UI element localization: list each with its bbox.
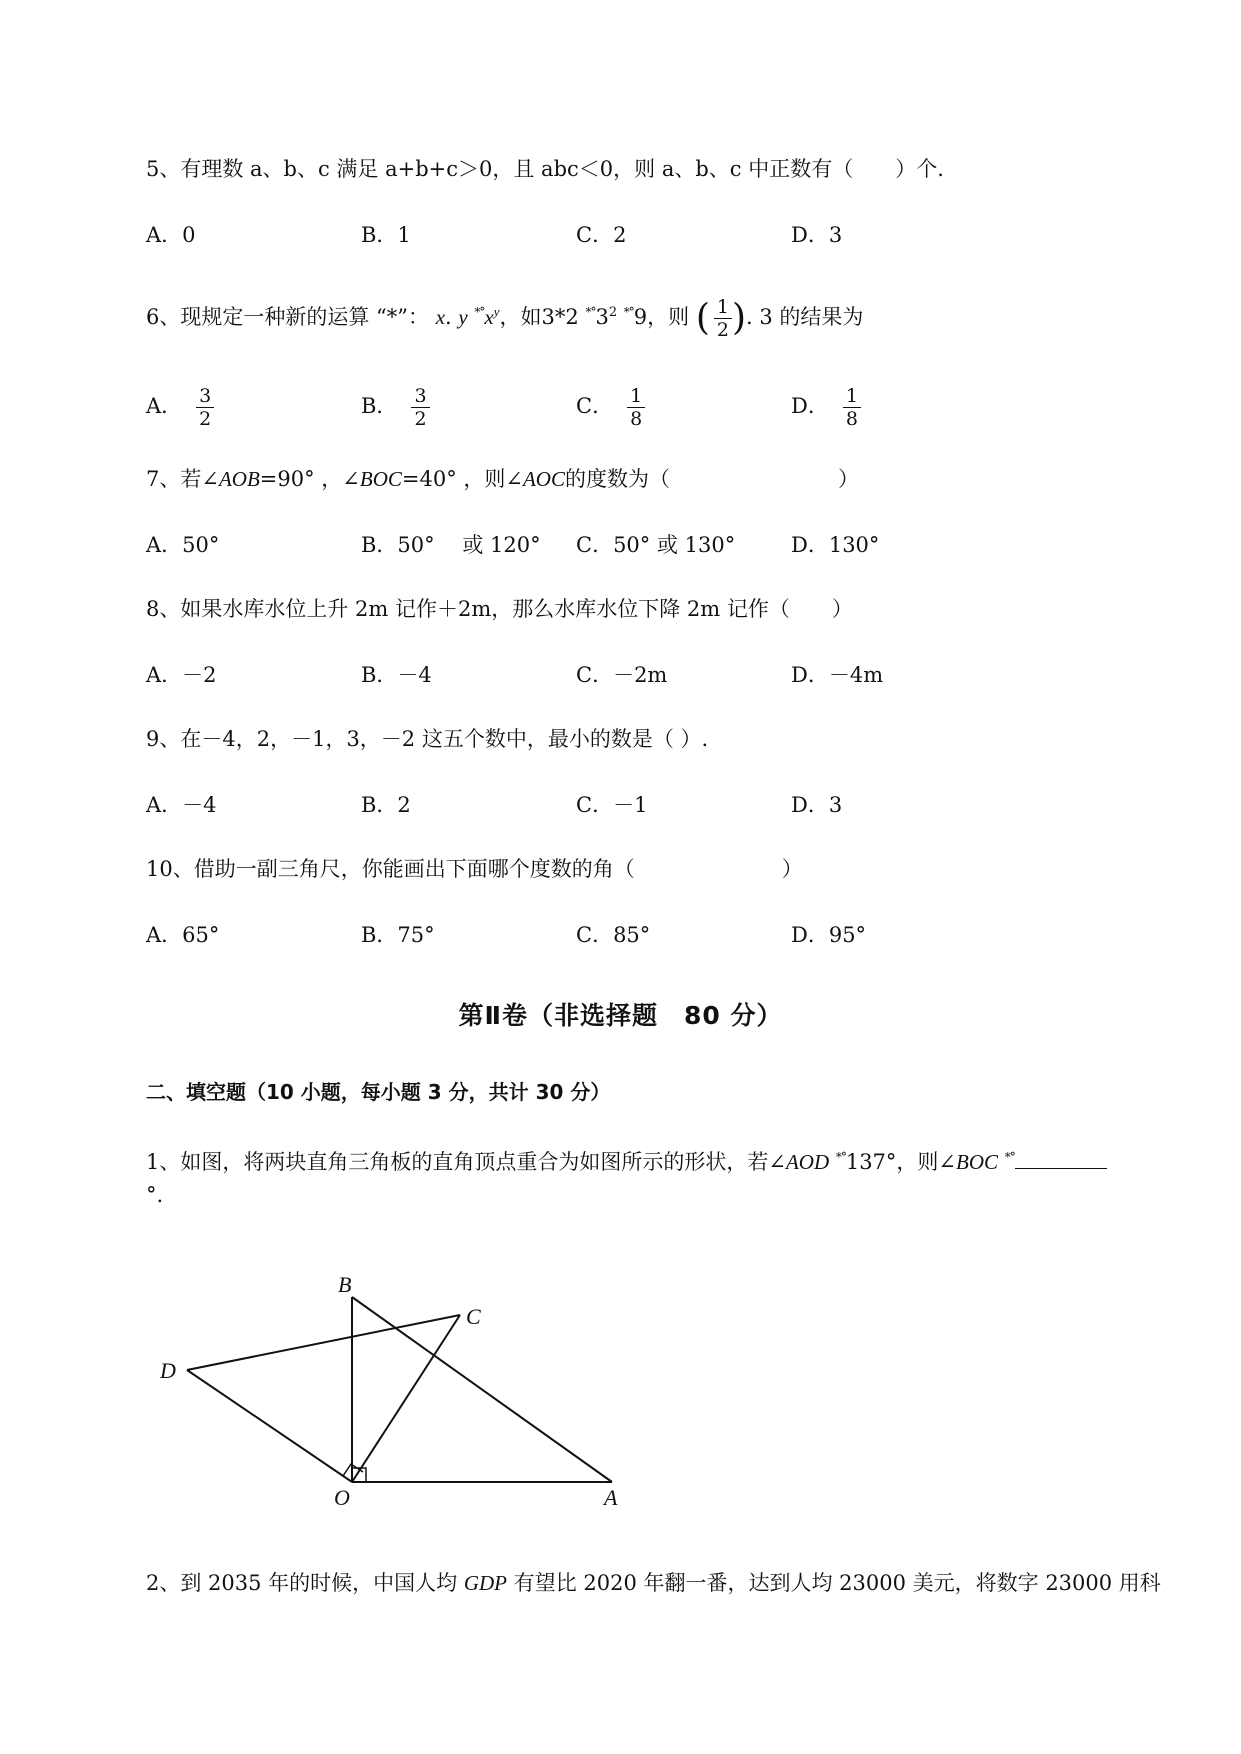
q9-option-d[interactable]: D．3: [791, 793, 843, 817]
q8-option-a[interactable]: A．－2: [146, 663, 217, 687]
fill1-stem: 1、如图，将两块直角三角板的直角顶点重合为如图所示的形状，若∠AOD *°137°，则∠BOC *°: [146, 1142, 1107, 1177]
q10-option-a[interactable]: A．65°: [146, 923, 220, 947]
q8-option-b[interactable]: B．－4: [361, 663, 432, 687]
answer-blank[interactable]: [1015, 1148, 1107, 1169]
fill2-stem: 2、到 2035 年的时候，中国人均 GDP 有望比 2020 年翻一番，达到人均 23000 美元，将数字 23000 用科: [146, 1571, 1161, 1595]
segment-do: [187, 1370, 352, 1482]
label-d: D: [160, 1358, 176, 1383]
q6-option-a[interactable]: A． $\frac{3}{2}$: [146, 385, 214, 430]
q5-stem: 5、有理数 a、b、c 满足 a+b+c＞0，且 abc＜0，则 a、b、c 中正数有（ ）个.: [146, 157, 944, 181]
q8-stem: 8、如果水库水位上升 2m 记作＋2m，那么水库水位下降 2m 记作（ ）: [146, 597, 853, 621]
q10-option-c[interactable]: C．85°: [576, 923, 651, 947]
q5-option-b[interactable]: B．1: [361, 223, 411, 247]
label-o: O: [334, 1485, 350, 1510]
segment-oc: [352, 1315, 460, 1482]
label-c: C: [466, 1304, 481, 1329]
q9-stem: 9、在－4，2，－1，3，－2 这五个数中，最小的数是（ ）.: [146, 727, 709, 751]
q7-options: [146, 530, 1146, 560]
q9-option-c[interactable]: C．－1: [576, 793, 648, 817]
q8-options: [146, 660, 1146, 690]
q7-stem: 7、若∠AOB=90° ，∠BOC=40° ，则∠AOC的度数为（ ）: [146, 467, 859, 491]
q8-option-d[interactable]: D．－4m: [791, 663, 884, 687]
triangle-figure: [150, 1260, 650, 1520]
q8-option-c[interactable]: C．－2m: [576, 663, 668, 687]
q10-options: [146, 920, 1146, 950]
q6-half-fraction: $\frac{1}{2}$: [714, 296, 732, 341]
q5-options: [146, 220, 1146, 250]
q5-option-a[interactable]: A．0: [146, 223, 196, 247]
segment-dc: [187, 1315, 460, 1370]
section2-title: 二、填空题（10 小题，每小题 3 分，共计 30 分）: [146, 1080, 611, 1104]
q6-option-d[interactable]: D． $\frac{1}{8}$: [791, 385, 861, 430]
segment-ba: [352, 1297, 612, 1482]
q6-option-c[interactable]: C． $\frac{1}{8}$: [576, 385, 645, 430]
q6-stem: 6、现规定一种新的运算 “*”： x. y $^{*^\circ}x^y$，如3*2 $^{*^\circ}3^2$ *°9，则 ( $\frac{1}{2}$ ). 3 的结果为: [146, 296, 864, 341]
q7-option-c[interactable]: C．50° 或 130°: [576, 533, 736, 557]
q6-option-b[interactable]: B． $\frac{3}{2}$: [361, 385, 430, 430]
q6-options: [146, 385, 1146, 430]
q7-option-b[interactable]: B．50° 或 120°: [361, 533, 541, 557]
q9-option-b[interactable]: B．2: [361, 793, 411, 817]
q7-option-d[interactable]: D．130°: [791, 533, 880, 557]
q9-options: [146, 790, 1146, 820]
label-b: B: [338, 1272, 352, 1297]
part2-heading: 第Ⅱ卷（非选择题 80 分）: [458, 1001, 783, 1030]
q10-option-d[interactable]: D．95°: [791, 923, 867, 947]
q5-option-d[interactable]: D．3: [791, 223, 843, 247]
q5-option-c[interactable]: C．2: [576, 223, 627, 247]
figure-lines: [187, 1297, 612, 1482]
q10-option-b[interactable]: B．75°: [361, 923, 435, 947]
q10-stem: 10、借助一副三角尺，你能画出下面哪个度数的角（ ）: [146, 857, 803, 881]
label-a: A: [604, 1485, 618, 1510]
q7-option-a[interactable]: A．50°: [146, 533, 220, 557]
fill1-line2: °.: [146, 1183, 164, 1207]
q9-option-a[interactable]: A．－4: [146, 793, 217, 817]
